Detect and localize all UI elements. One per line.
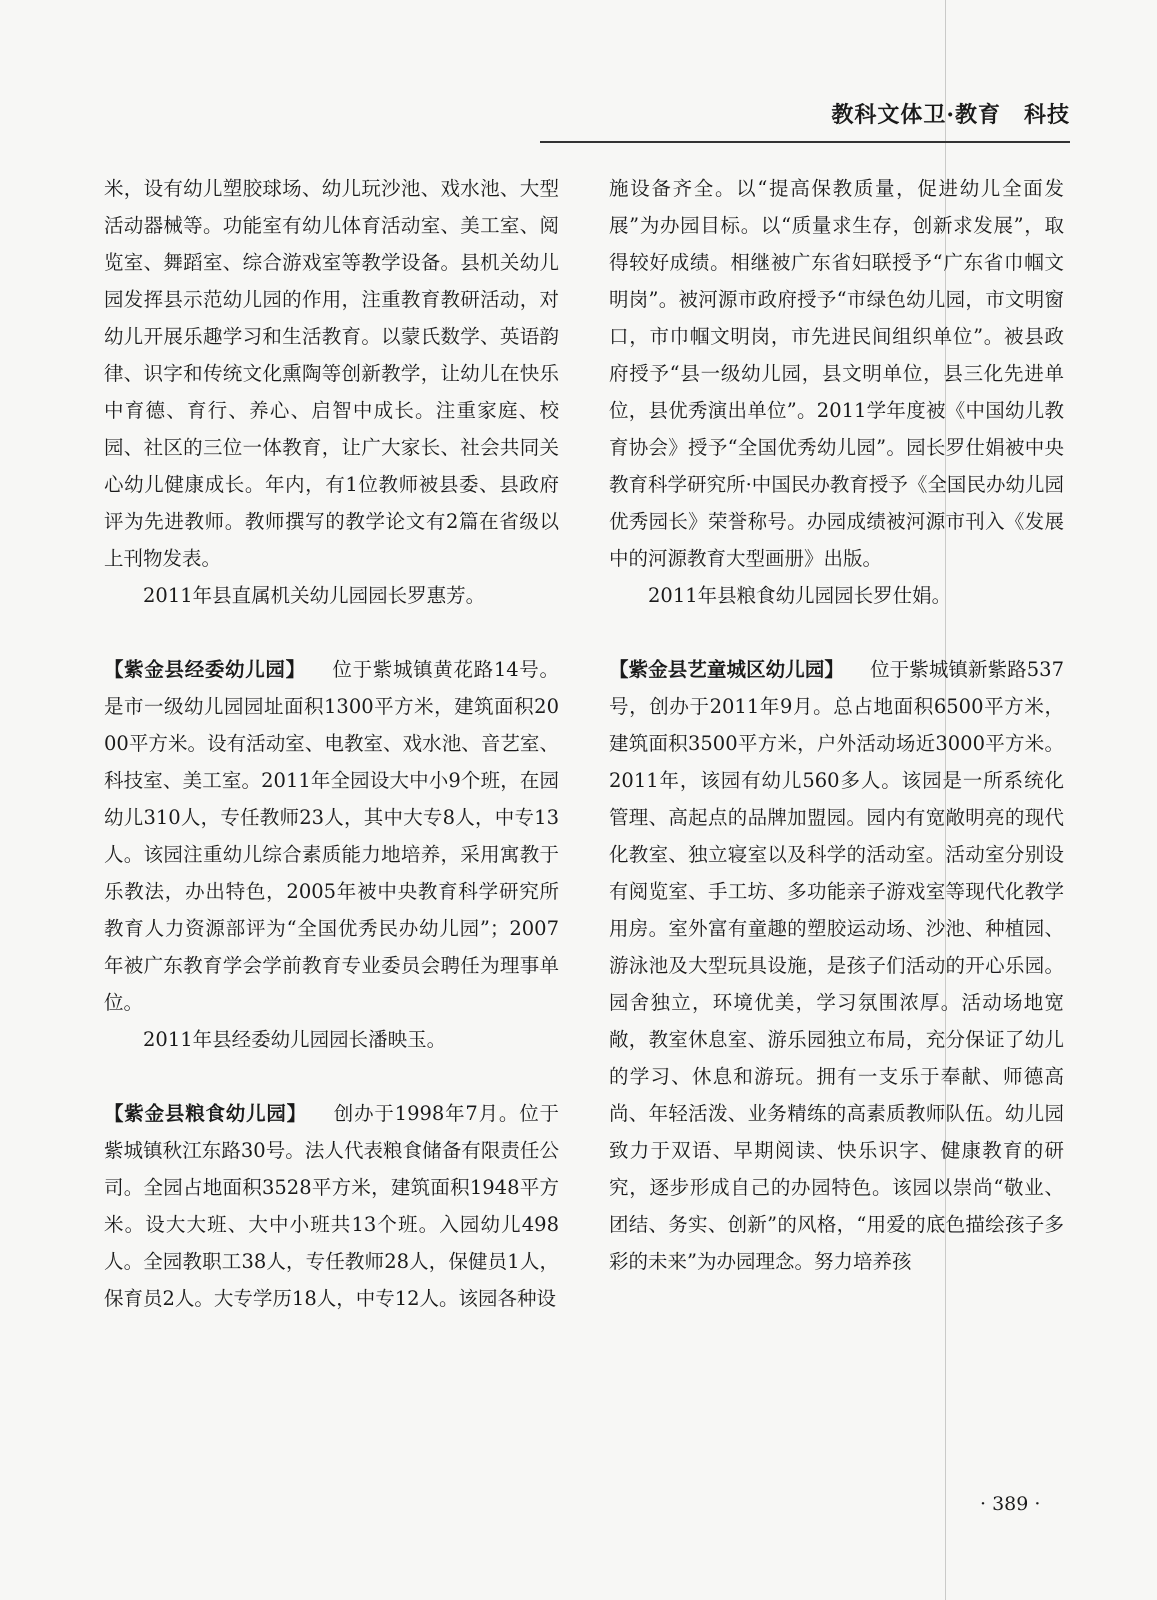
entry-body: 位于紫城镇黄花路14号。是市一级幼儿园园址面积1300平方米，建筑面积2000平方米。设有活动室、电教室、戏水池、音艺室、科技室、美工室。2011年全园设大中小9个班，在园幼儿310人，专任教师23人，其中大专8人，中专13人。该园注重幼儿综合素质能力地培养，采用寓教于乐教法，办出特色，2005年被中央教育科学研究所教育人力资源部评为“全国优秀民办幼儿园”；2007年被广东教育学会学前教育专业委员会聘任为理事单位。: [104, 658, 559, 1014]
entry-title: 【紫金县艺童城区幼儿园】: [609, 658, 845, 681]
right-column: [609, 170, 1064, 1280]
left-column: [104, 170, 559, 1317]
entry-yitong-kindergarten: [609, 651, 1064, 1280]
paragraph-continued: 米，设有幼儿塑胶球场、幼儿玩沙池、戏水池、大型活动器械等。功能室有幼儿体育活动室、美工室、阅览室、舞蹈室、综合游戏室等教学设备。县机关幼儿园发挥县示范幼儿园的作用，注重教育教研活动，对幼儿开展乐趣学习和生活教育。以蒙氏数学、英语韵律、识字和传统文化熏陶等创新教学，让幼儿在快乐中育德、育行、养心、启智中成长。注重家庭、校园、社区的三位一体教育，让广大家长、社会共同关心幼儿健康成长。年内，有1位教师被县委、县政府评为先进教师。教师撰写的教学论文有2篇在省级以上刊物发表。: [104, 177, 559, 570]
entry-liangshi-kindergarten: [104, 1095, 559, 1317]
signature-line: 2011年县粮食幼儿园园长罗仕娟。: [648, 584, 952, 607]
signature-line: 2011年县经委幼儿园园长潘映玉。: [143, 1028, 447, 1051]
entry-title: 【紫金县粮食幼儿园】: [104, 1102, 307, 1125]
running-header: 教科文体卫·教育 科技: [831, 102, 1070, 128]
entry-jingwei-kindergarten: [104, 651, 559, 1021]
paragraph-continued: 施设备齐全。以“提高保教质量，促进幼儿全面发展”为办园目标。以“质量求生存，创新求发展”，取得较好成绩。相继被广东省妇联授予“广东省巾帼文明岗”。被河源市政府授予“市绿色幼儿园，市文明窗口，市巾帼文明岗，市先进民间组织单位”。被县政府授予“县一级幼儿园，县文明单位，县三化先进单位，县优秀演出单位”。2011学年度被《中国幼儿教育协会》授予“全国优秀幼儿园”。园长罗仕娟被中央教育科学研究所·中国民办教育授予《全国民办幼儿园优秀园长》荣誉称号。办园成绩被河源市刊入《发展中的河源教育大型画册》出版。: [609, 177, 1064, 570]
page-number: · 389 ·: [980, 1493, 1041, 1515]
entry-title: 【紫金县经委幼儿园】: [104, 658, 306, 681]
entry-body: 位于紫城镇新紫路537号，创办于2011年9月。总占地面积6500平方米，建筑面积3500平方米，户外活动场近3000平方米。2011年，该园有幼儿560多人。该园是一所系统化管理、高起点的品牌加盟园。园内有宽敞明亮的现代化教室、独立寝室以及科学的活动室。活动室分别设有阅览室、手工坊、多功能亲子游戏室等现代化教学用房。室外富有童趣的塑胶运动场、沙池、种植园、游泳池及大型玩具设施，是孩子们活动的开心乐园。园舍独立，环境优美，学习氛围浓厚。活动场地宽敞，教室休息室、游乐园独立布局，充分保证了幼儿的学习、休息和游玩。拥有一支乐于奉献、师德高尚、年轻活泼、业务精练的高素质教师队伍。幼儿园致力于双语、早期阅读、快乐识字、健康教育的研究，逐步形成自己的办园特色。该园以崇尚“敬业、团结、务实、创新”的风格，“用爱的底色描绘孩子多彩的未来”为办园理念。努力培养孩: [609, 658, 1064, 1273]
signature-line: 2011年县直属机关幼儿园园长罗惠芳。: [143, 584, 486, 607]
entry-body: 创办于1998年7月。位于紫城镇秋江东路30号。法人代表粮食储备有限责任公司。全园占地面积3528平方米，建筑面积1948平方米。设大大班、大中小班共13个班。入园幼儿498人。全园教职工38人，专任教师28人，保健员1人，保育员2人。大专学历18人，中专12人。该园各种设: [104, 1102, 559, 1310]
header-rule: [540, 141, 1070, 143]
